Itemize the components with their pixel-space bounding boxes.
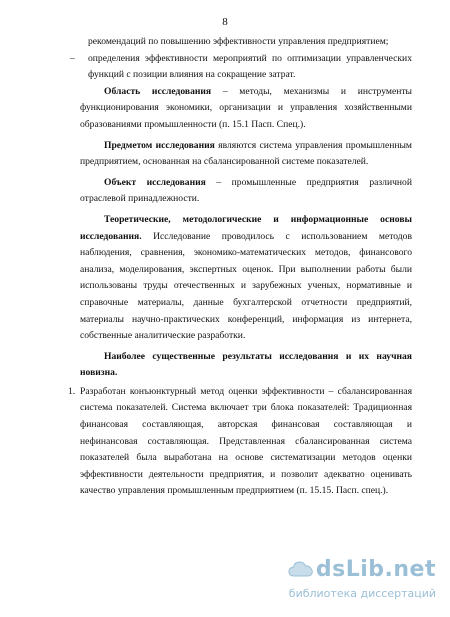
bold-term: Область исследования [104,85,212,97]
dash-list-item [70,51,412,84]
bold-term: Объект исследования [104,176,206,188]
section-heading-results [80,349,412,382]
paragraph-foundations [80,212,412,345]
paragraph-subject [80,138,412,171]
watermark-subtitle: библиотека диссертаций [288,587,436,600]
cloud-icon [288,560,314,578]
paragraph-object [80,175,412,208]
list-item-text: определения эффективности мероприятий по оптимизации управленческих функций с позиции влияния на сокращение затрат. [88,52,412,81]
bold-term: Предметом исследования [104,139,215,151]
list-number: 1. [68,385,76,397]
dash-bullet: – [70,52,75,64]
bold-term: Теоретические, методологические и информационные основы исследования. [80,213,412,242]
watermark-logo-text: dsLib.net [315,557,436,582]
page-content [68,34,412,500]
paragraph-text: – методы, механизмы и инструменты функционирования экономики, организации и управления хозяйственными образованиями промышленности (п. 15.1 Пасп. Спец.). [80,85,412,130]
paragraph-text: – промышленные предприятия различной отраслевой принадлежности. [80,176,412,205]
list-item-text: Разработан конъюнктурный метод оценки эффективности – сбалансированная система показателей. Система включает три блока показателей: Традиционная финансовая составляющая, авторская финансовая составляющая и нефинансовая составляющая. Представленная сбалансированная система показателей была выработана на основе систематизации методов оценки эффективности деятельности предприятия, и позволит адекватно оценивать качество управления промышленным предприятием (п. 15.15. Пасп. спец.). [80,385,412,497]
dslib-watermark [286,557,436,605]
numbered-list-item [68,384,412,500]
paragraph-text: являются система управления промышленным предприятием, основанная на сбалансированной системе показателей. [80,139,412,168]
continued-list-item: рекомендаций по повышению эффективности управления предприятием; [88,36,389,47]
paragraph-research-area [80,84,412,134]
page-number: 8 [222,16,228,28]
bold-heading: Наиболее существенные результаты исследования и их научная новизна. [80,350,412,379]
watermark-logo [288,557,436,582]
paragraph-text: Исследование проводилось с использованием методов наблюдения, сравнения, экономико-математических методов, финансового анализа, моделирования, экспертных оценок. При выполнении работы были использованы труды отечественных и зарубежных ученых, нормативные и справочные материалы, данные бухгалтерской отчетности предприятий, материалы научно-практических конференций, информация из интернета, собственные аналитические разработки. [80,230,412,342]
